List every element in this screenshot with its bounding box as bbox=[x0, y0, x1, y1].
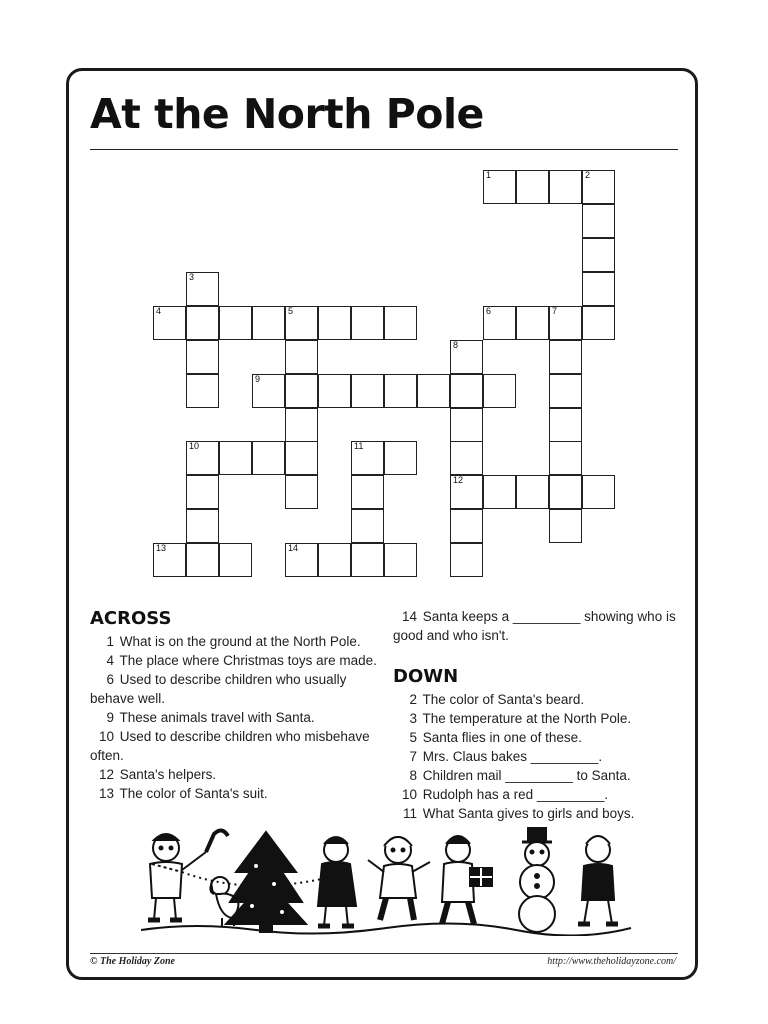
crossword-cell[interactable] bbox=[285, 543, 318, 577]
cell-number: 14 bbox=[288, 543, 299, 553]
crossword-cell[interactable] bbox=[351, 441, 384, 475]
crossword-cell[interactable] bbox=[450, 441, 483, 475]
crossword-cell[interactable] bbox=[483, 475, 516, 509]
cell-number: 10 bbox=[189, 441, 200, 451]
footer-divider bbox=[90, 953, 678, 954]
across-heading: ACROSS bbox=[90, 608, 172, 629]
crossword-cell[interactable] bbox=[450, 475, 483, 509]
crossword-cell[interactable] bbox=[582, 272, 615, 306]
crossword-cell[interactable] bbox=[318, 543, 351, 577]
clue-down-2: 2 The color of Santa's beard. bbox=[409, 692, 585, 707]
page-title: At the North Pole bbox=[90, 90, 484, 138]
crossword-cell[interactable] bbox=[549, 509, 582, 543]
clue-across-1: 1 What is on the ground at the North Pole. bbox=[106, 634, 361, 649]
crossword-cell[interactable] bbox=[450, 543, 483, 577]
crossword-cell[interactable] bbox=[450, 408, 483, 442]
cell-number: 13 bbox=[156, 543, 167, 553]
snow-ground bbox=[141, 923, 631, 935]
crossword-cell[interactable] bbox=[582, 170, 615, 204]
crossword-cell[interactable] bbox=[252, 374, 285, 408]
crossword-cell[interactable] bbox=[582, 306, 615, 340]
clue-across-6: 6 Used to describe children who usually behave well. bbox=[90, 672, 347, 706]
crossword-cell[interactable] bbox=[252, 441, 285, 475]
crossword-cell[interactable] bbox=[186, 306, 219, 340]
clue-down-10: 10 Rudolph has a red _________. bbox=[401, 787, 609, 802]
title-divider bbox=[90, 149, 678, 150]
crossword-cell[interactable] bbox=[549, 340, 582, 374]
crossword-cell[interactable] bbox=[186, 475, 219, 509]
crossword-cell[interactable] bbox=[285, 441, 318, 475]
crossword-cell[interactable] bbox=[384, 441, 417, 475]
crossword-cell[interactable] bbox=[483, 374, 516, 408]
crossword-cell[interactable] bbox=[450, 340, 483, 374]
down-heading: DOWN bbox=[393, 666, 459, 687]
crossword-cell[interactable] bbox=[549, 475, 582, 509]
crossword-cell[interactable] bbox=[186, 441, 219, 475]
clue-down-11: 11 What Santa gives to girls and boys. bbox=[402, 806, 635, 821]
crossword-cell[interactable] bbox=[384, 306, 417, 340]
crossword-cell[interactable] bbox=[153, 543, 186, 577]
crossword-cell[interactable] bbox=[450, 374, 483, 408]
clue-across-14: 14 Santa keeps a _________ showing who is good and who isn't. bbox=[393, 609, 676, 643]
across-clues bbox=[90, 607, 380, 803]
child-with-candy-cane-icon bbox=[148, 830, 228, 920]
cell-number: 8 bbox=[453, 340, 459, 350]
crossword-cell[interactable] bbox=[219, 306, 252, 340]
crossword-cell[interactable] bbox=[516, 306, 549, 340]
cell-number: 5 bbox=[288, 306, 294, 316]
crossword-cell[interactable] bbox=[186, 272, 219, 306]
crossword-cell[interactable] bbox=[516, 475, 549, 509]
clue-across-10: 10 Used to describe children who misbehave often. bbox=[90, 729, 370, 763]
child-with-earmuffs-icon bbox=[578, 836, 618, 924]
copyright-text: © The Holiday Zone bbox=[90, 956, 175, 967]
cell-number: 3 bbox=[189, 272, 195, 282]
crossword-cell[interactable] bbox=[186, 509, 219, 543]
christmas-tree-icon bbox=[226, 832, 306, 932]
crossword-cell[interactable] bbox=[483, 306, 516, 340]
crossword-cell[interactable] bbox=[285, 374, 318, 408]
crossword-cell[interactable] bbox=[384, 374, 417, 408]
clue-across-13: 13 The color of Santa's suit. bbox=[98, 786, 268, 801]
crossword-cell[interactable] bbox=[351, 509, 384, 543]
winter-scene-illustration bbox=[136, 826, 636, 936]
cell-number: 7 bbox=[552, 306, 558, 316]
crossword-cell[interactable] bbox=[549, 374, 582, 408]
cell-number: 1 bbox=[486, 170, 492, 180]
cell-number: 6 bbox=[486, 306, 492, 316]
crossword-cell[interactable] bbox=[186, 543, 219, 577]
crossword-cell[interactable] bbox=[582, 238, 615, 272]
crossword-cell[interactable] bbox=[351, 475, 384, 509]
crossword-cell[interactable] bbox=[351, 543, 384, 577]
snowman-icon bbox=[519, 828, 555, 932]
crossword-cell[interactable] bbox=[318, 306, 351, 340]
crossword-cell[interactable] bbox=[351, 306, 384, 340]
crossword-cell[interactable] bbox=[582, 204, 615, 238]
crossword-cell[interactable] bbox=[219, 543, 252, 577]
cell-number: 11 bbox=[354, 441, 364, 451]
clue-across-12: 12 Santa's helpers. bbox=[98, 767, 217, 782]
crossword-cell[interactable] bbox=[285, 475, 318, 509]
clue-down-8: 8 Children mail _________ to Santa. bbox=[409, 768, 631, 783]
crossword-cell[interactable] bbox=[285, 306, 318, 340]
crossword-cell[interactable] bbox=[384, 543, 417, 577]
cell-number: 2 bbox=[585, 170, 591, 180]
crossword-cell[interactable] bbox=[549, 170, 582, 204]
child-playing-icon bbox=[368, 837, 430, 920]
crossword-cell[interactable] bbox=[285, 408, 318, 442]
crossword-cell[interactable] bbox=[318, 374, 351, 408]
crossword-cell[interactable] bbox=[549, 408, 582, 442]
clue-down-7: 7 Mrs. Claus bakes _________. bbox=[409, 749, 603, 764]
clue-across-9: 9 These animals travel with Santa. bbox=[106, 710, 315, 725]
crossword-cell[interactable] bbox=[450, 509, 483, 543]
crossword-cell[interactable] bbox=[549, 441, 582, 475]
clue-down-5: 5 Santa flies in one of these. bbox=[409, 730, 582, 745]
crossword-cell[interactable] bbox=[153, 306, 186, 340]
down-clues bbox=[393, 607, 683, 823]
crossword-cell[interactable] bbox=[186, 340, 219, 374]
crossword-cell[interactable] bbox=[417, 374, 450, 408]
crossword-cell[interactable] bbox=[483, 170, 516, 204]
crossword-cell[interactable] bbox=[351, 374, 384, 408]
crossword-cell[interactable] bbox=[252, 306, 285, 340]
cell-number: 4 bbox=[156, 306, 162, 316]
crossword-cell[interactable] bbox=[582, 475, 615, 509]
crossword-cell[interactable] bbox=[285, 340, 318, 374]
crossword-cell[interactable] bbox=[186, 374, 219, 408]
crossword-cell[interactable] bbox=[219, 441, 252, 475]
cell-number: 12 bbox=[453, 475, 464, 485]
clue-across-4: 4 The place where Christmas toys are made. bbox=[106, 653, 377, 668]
website-url: http://www.theholidayzone.com/ bbox=[547, 956, 676, 967]
crossword-cell[interactable] bbox=[549, 306, 582, 340]
child-in-coat-icon bbox=[318, 837, 356, 926]
child-with-present-icon bbox=[442, 836, 492, 924]
clue-down-3: 3 The temperature at the North Pole. bbox=[409, 711, 632, 726]
cell-number: 9 bbox=[255, 374, 261, 384]
crossword-cell[interactable] bbox=[516, 170, 549, 204]
